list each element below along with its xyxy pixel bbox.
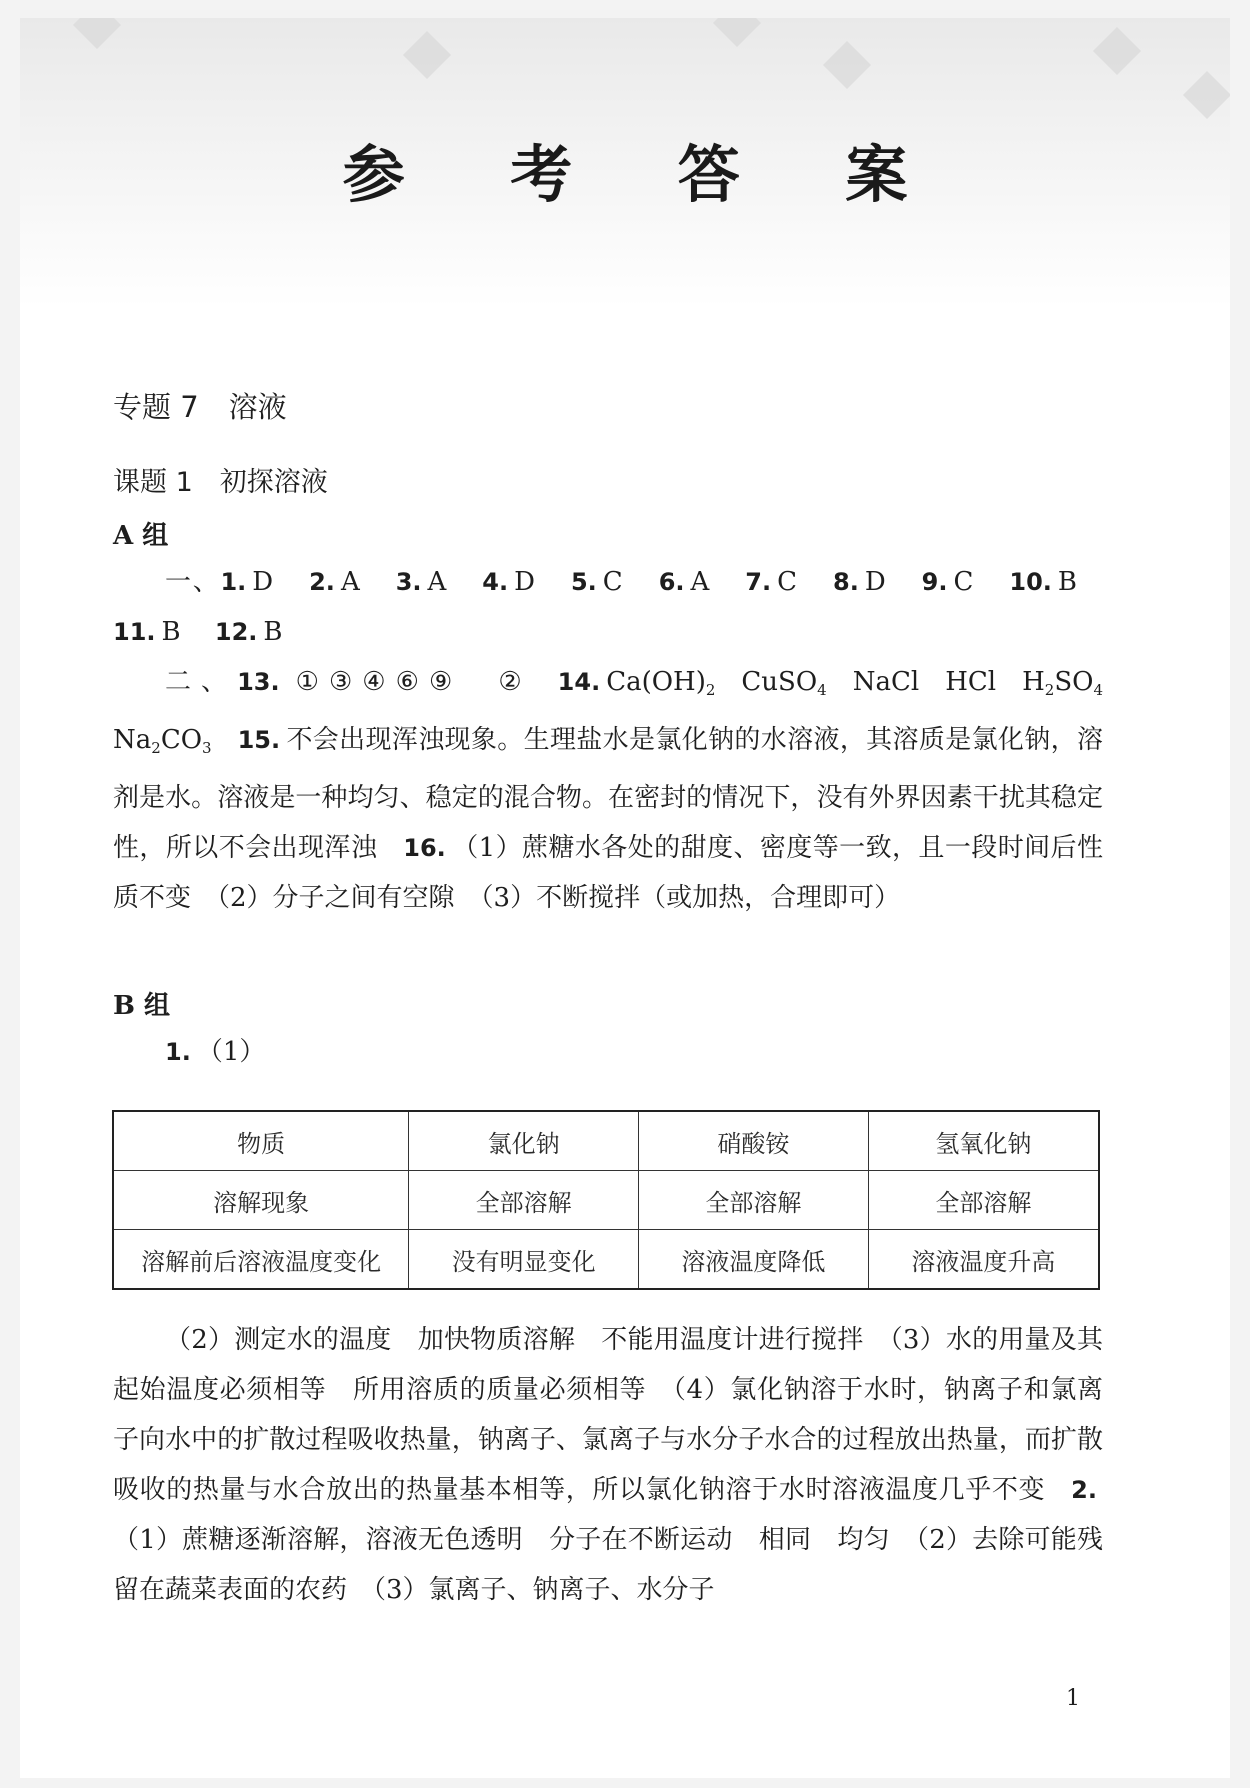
table-row: 溶解前后溶液温度变化 没有明显变化 溶液温度降低 溶液温度升高 [113, 1230, 1099, 1290]
group-a-section2: 二、13. ①③④⑥⑨ ② 14. $Ca(OH)_2$ CuSO$_4$ NaCl HCl $H_2SO_4$ $Na_2CO_3$ 15. 不会出现浑浊现象。生理盐水是氯化钠的水溶液，其溶质是氯化钠，溶剂是水。溶液是一种均匀、稳定的混合物。在密封的情况下，没有外界因素干扰其稳定性，所以不会出现浑浊 16. （1）蔗糖水各处的甜度、密度等一致，且一段时间后性质不变 （2）分子之间有空隙 （3）不断搅拌（或加热，合理即可） [113, 667, 1103, 913]
page-number: 1 [1066, 1686, 1080, 1711]
topic-heading: 专题 7 溶液 [113, 390, 287, 424]
answer-item: 1. D [220, 567, 274, 597]
answer-item: 8. D [833, 567, 886, 597]
answer-item: 4. D [482, 567, 535, 597]
lesson-heading: 课题 1 初探溶液 [113, 467, 328, 498]
group-a-answers: 一、1. D 2. A 3. A 4. D 5. C 6. A 7. C 8. D 9. C 10. B 11. B 12. B [113, 567, 1078, 647]
answer-item: 6. A [658, 567, 710, 597]
dissolution-table [112, 1110, 1100, 1290]
table-row: 物质 氯化钠 硝酸铵 氢氧化钠 [113, 1111, 1099, 1171]
group-b-q1-rest: （2）测定水的温度 加快物质溶解 不能用温度计进行搅拌 （3）水的用量及其起始温度必须相等 所用溶质的质量必须相等 （4）氯化钠溶于水时，钠离子和氯离子向水中的扩散过程吸收热量，钠离子、氯离子与水分子水合的过程放出热量，而扩散吸收的热量与水合放出的热量基本相等，所以氯化钠溶于水时溶液温度几乎不变 2.（1）蔗糖逐渐溶解，溶液无色透明 分子在不断运动 相同 均匀 （2）去除可能残留在蔬菜表面的农药 （3）氯离子、钠离子、水分子 [113, 1325, 1103, 1605]
answer-item: 5. C [570, 567, 623, 597]
answer-item: 2. A [309, 567, 360, 597]
group-b-q1-head: 1. （1） [165, 1037, 266, 1067]
answer-item: 3. A [395, 567, 447, 597]
answer-item: 9. C [921, 567, 974, 597]
group-a-label: A 组 [113, 521, 169, 551]
answer-item: 7. C [745, 567, 798, 597]
answer-item: 12. B [214, 617, 283, 647]
page-title: 参 考 答 案 [342, 138, 950, 211]
answer-item: 11. B [113, 617, 181, 647]
table-row: 溶解现象 全部溶解 全部溶解 全部溶解 [113, 1171, 1099, 1230]
group-b-label: B 组 [113, 991, 171, 1021]
answer-item: 10. B [1009, 567, 1078, 597]
